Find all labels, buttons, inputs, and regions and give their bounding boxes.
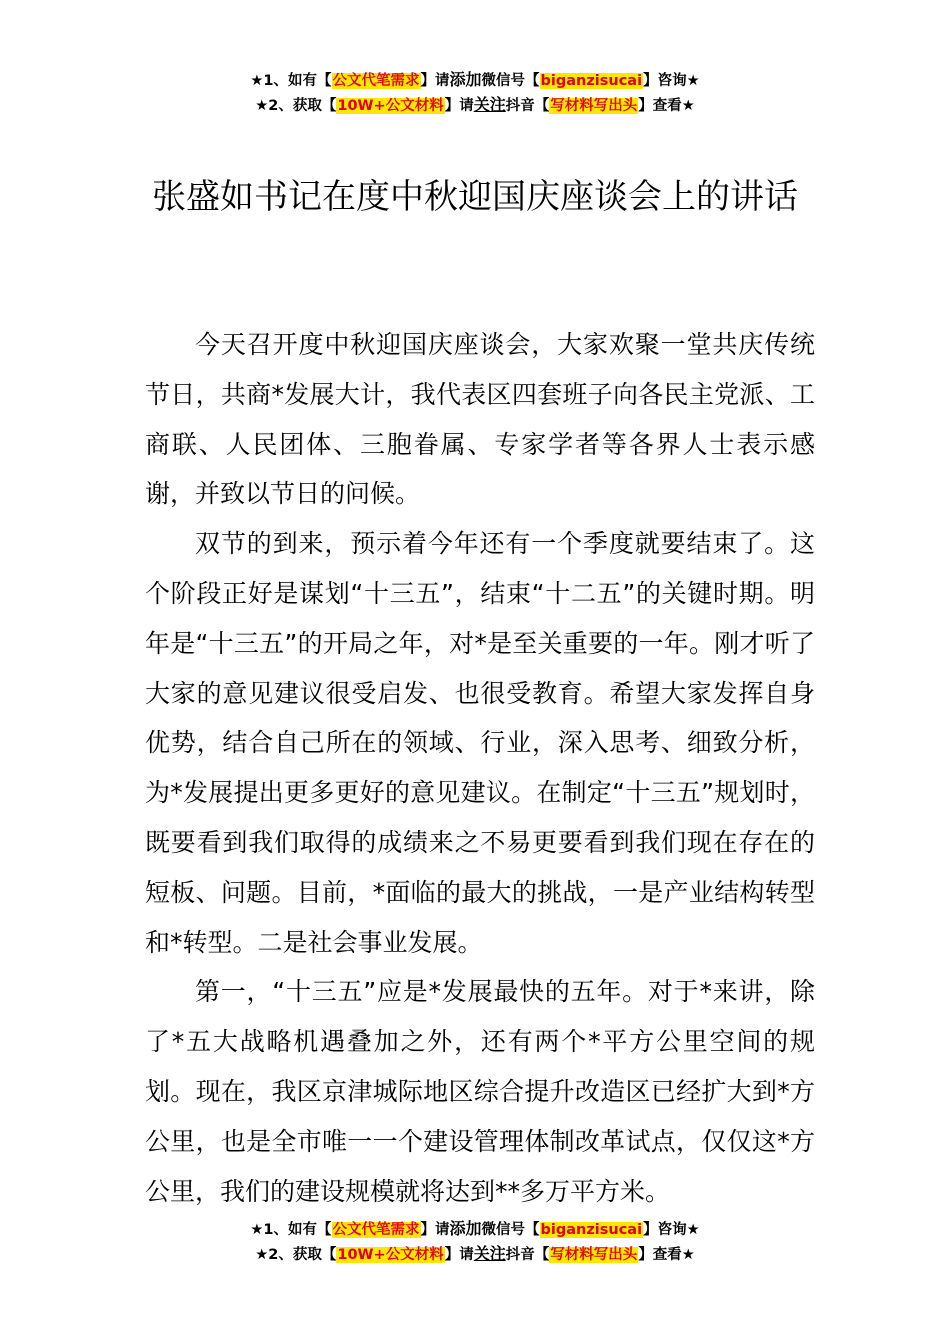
promo-emphasis: 关注 xyxy=(473,95,506,114)
promo-text: 微信号【 xyxy=(481,1222,540,1238)
footer-promo xyxy=(0,1217,950,1267)
paragraph: 今天召开度中秋迎国庆座谈会，大家欢聚一堂共庆传统节日，共商*发展大计，我代表区四套班子向各民主党派、工商联、人民团体、三胞眷属、专家学者等各界人士表示感谢，并致以节日的问候。 xyxy=(145,330,815,509)
wechat-id-highlight: biganzisucai xyxy=(540,1222,643,1238)
promo-text: 】请 xyxy=(444,1247,474,1263)
promo-text: 微信号【 xyxy=(481,73,540,89)
promo-emphasis: 添加 xyxy=(449,1219,482,1238)
document-title: 张盛如书记在度中秋迎国庆座谈会上的讲话 xyxy=(152,177,798,217)
promo-text: 】咨询★ xyxy=(643,73,700,89)
promo-line-1 xyxy=(0,1217,950,1242)
promo-emphasis: 关注 xyxy=(473,1244,506,1263)
promo-text: 抖音【 xyxy=(505,98,550,114)
promo-text: ★1、如有【 xyxy=(250,73,332,89)
document-body xyxy=(145,320,815,1216)
promo-text: ★2、获取【 xyxy=(255,98,337,114)
header-promo xyxy=(0,68,950,118)
promo-text: 】查看★ xyxy=(638,1247,695,1263)
promo-highlight: 公文代笔需求 xyxy=(332,73,420,89)
promo-text: 抖音【 xyxy=(505,1247,550,1263)
promo-line-2 xyxy=(0,1242,950,1267)
promo-text: 】请 xyxy=(420,73,450,89)
paragraph: 第一，“十三五”应是*发展最快的五年。对于*来讲，除了*五大战略机遇叠加之外，还有两个*平方公里空间的规划。现在，我区京津城际地区综合提升改造区已经扩大到*方公里，也是全市唯一一个建设管理体制改革试点，仅仅这*方公里，我们的建设规模就将达到**多万平方米。 xyxy=(145,977,815,1206)
promo-text: 】请 xyxy=(444,98,474,114)
promo-line-2 xyxy=(0,93,950,118)
promo-highlight: 10W+公文材料 xyxy=(337,1247,444,1263)
promo-line-1 xyxy=(0,68,950,93)
promo-highlight: 10W+公文材料 xyxy=(337,98,444,114)
paragraph: 双节的到来，预示着今年还有一个季度就要结束了。这个阶段正好是谋划“十三五”，结束“十二五”的关键时期。明年是“十三五”的开局之年，对*是至关重要的一年。刚才听了大家的意见建议很受启发、也很受教育。希望大家发挥自身优势，结合自己所在的领域、行业，深入思考、细致分析，为*发展提出更多更好的意见建议。在制定“十三五”规划时，既要看到我们取得的成绩来之不易更要看到我们现在存在的短板、问题。目前，*面临的最大的挑战，一是产业结构转型和*转型。二是社会事业发展。 xyxy=(145,529,815,957)
promo-emphasis: 添加 xyxy=(449,70,482,89)
promo-text: ★2、获取【 xyxy=(255,1247,337,1263)
promo-text: 】咨询★ xyxy=(643,1222,700,1238)
promo-text: 】查看★ xyxy=(638,98,695,114)
promo-highlight: 公文代笔需求 xyxy=(332,1222,420,1238)
douyin-id-highlight: 写材料写出头 xyxy=(550,98,638,114)
wechat-id-highlight: biganzisucai xyxy=(540,73,643,89)
promo-text: ★1、如有【 xyxy=(250,1222,332,1238)
promo-text: 】请 xyxy=(420,1222,450,1238)
douyin-id-highlight: 写材料写出头 xyxy=(550,1247,638,1263)
